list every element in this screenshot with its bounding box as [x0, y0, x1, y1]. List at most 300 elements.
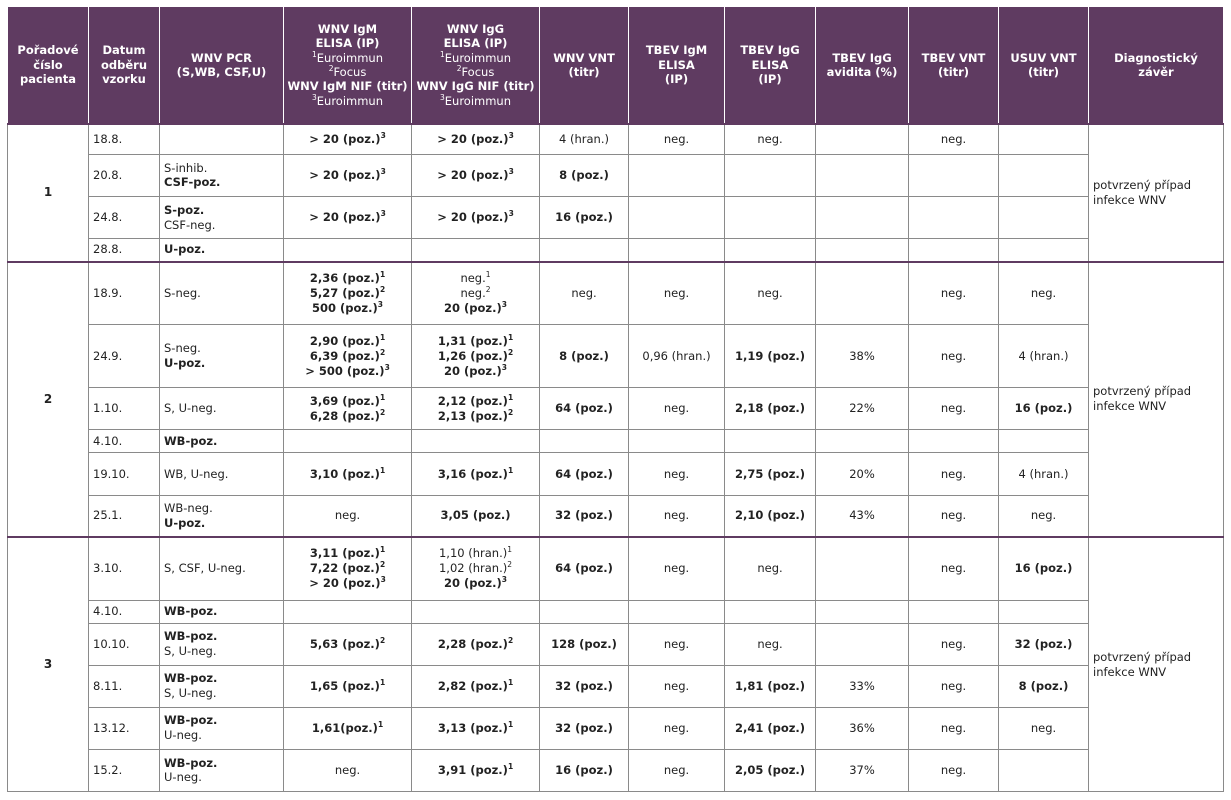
wnv-pcr-cell [160, 537, 284, 600]
wnv-vnt-cell: 64 (poz.) [540, 388, 629, 430]
results-table [7, 7, 1224, 792]
tbev-avidity-cell [816, 124, 909, 154]
header-line [415, 94, 536, 108]
wnv-igg-cell [412, 665, 540, 707]
tbev-vnt-cell: neg. [909, 453, 999, 495]
tbev-igg-cell: neg. [725, 124, 816, 154]
footnote-mark: 3 [508, 209, 514, 219]
wnv-igm-cell [284, 124, 412, 154]
usuv-vnt-cell: 32 (poz.) [999, 623, 1089, 665]
wnv-pcr-cell [160, 495, 284, 537]
pcr-result: WB-poz. [164, 713, 218, 728]
header-line: závěr [1138, 65, 1174, 79]
wnv-igg-cell [412, 262, 540, 325]
sample-date: 3.10. [89, 537, 160, 600]
sample-date: 19.10. [89, 453, 160, 495]
elisa-value [416, 637, 535, 652]
footnote-mark: 3 [380, 167, 386, 177]
header-line: (titr) [568, 65, 600, 79]
table-row [8, 124, 1224, 154]
footnote-mark: 2 [507, 560, 513, 570]
elisa-value-text: 1,26 (poz.) [437, 348, 508, 363]
usuv-vnt-cell: 4 (hran.) [999, 325, 1089, 388]
header-line [415, 79, 536, 93]
tbev-igm-cell [629, 600, 725, 623]
footnote-mark: 3 [380, 209, 386, 219]
wnv-vnt-cell: 32 (poz.) [540, 707, 629, 749]
tbev-igg-cell: neg. [725, 262, 816, 325]
pcr-result: S, CSF, U-neg. [164, 561, 246, 576]
footnote-mark: 1 [377, 720, 384, 730]
footnote-mark: 2 [328, 64, 334, 74]
usuv-vnt-cell: 4 (hran.) [999, 453, 1089, 495]
elisa-value [416, 334, 535, 349]
table-row [8, 154, 1224, 196]
wnv-igm-cell [284, 600, 412, 623]
tbev-vnt-cell: neg. [909, 537, 999, 600]
sample-date: 20.8. [89, 154, 160, 196]
tbev-vnt-cell: neg. [909, 124, 999, 154]
elisa-value [288, 637, 407, 652]
wnv-vnt-cell [540, 600, 629, 623]
sample-date: 24.8. [89, 197, 160, 239]
footnote-mark: 3 [377, 300, 383, 310]
elisa-value-text: 2,82 (poz.) [437, 678, 508, 693]
elisa-value [288, 334, 407, 349]
elisa-value [416, 576, 535, 591]
wnv-pcr-cell [160, 154, 284, 196]
footnote-mark: 1 [311, 49, 317, 59]
tbev-vnt-cell: neg. [909, 749, 999, 791]
header-line-text: Euroimmun [444, 50, 512, 65]
elisa-value [416, 561, 535, 576]
tbev-igg-cell [725, 430, 816, 453]
wnv-pcr-cell [160, 262, 284, 325]
elisa-value [416, 763, 535, 778]
footnote-mark: 3 [380, 575, 386, 585]
header-line-text: Focus [461, 65, 495, 79]
header-line: TBEV IgG [740, 43, 800, 58]
wnv-igg-cell [412, 537, 540, 600]
footnote-mark: 3 [508, 131, 514, 141]
table-row [8, 197, 1224, 239]
footnote-mark: 2 [379, 408, 386, 417]
sample-date: 4.10. [89, 600, 160, 623]
footnote-mark: 2 [379, 347, 386, 357]
footnote-mark: 1 [507, 545, 513, 555]
sample-date: 25.1. [89, 495, 160, 537]
footnote-mark: 3 [384, 362, 390, 372]
elisa-value-text: neg. [334, 762, 361, 777]
sample-date: 8.11. [89, 665, 160, 707]
header-conclusion [1089, 7, 1224, 124]
wnv-igm-cell [284, 623, 412, 665]
elisa-value [416, 301, 535, 316]
elisa-value [416, 679, 535, 694]
table-row [8, 665, 1224, 707]
wnv-igg-cell [412, 430, 540, 453]
tbev-igm-cell: neg. [629, 665, 725, 707]
tbev-avidity-cell: 33% [816, 665, 909, 707]
wnv-pcr-cell [160, 707, 284, 749]
tbev-igm-cell: neg. [629, 707, 725, 749]
conclusion-line: infekce WNV [1093, 664, 1167, 679]
sample-date: 4.10. [89, 430, 160, 453]
table-row [8, 600, 1224, 623]
wnv-vnt-cell: 16 (poz.) [540, 749, 629, 791]
tbev-vnt-cell [909, 600, 999, 623]
elisa-value-text: 3,16 (poz.) [437, 466, 508, 481]
header-usuv-vnt [999, 7, 1089, 124]
tbev-igg-cell [725, 154, 816, 196]
tbev-vnt-cell [909, 239, 999, 262]
wnv-igg-cell [412, 707, 540, 749]
wnv-igg-cell [412, 495, 540, 537]
footnote-mark: 1 [379, 393, 386, 403]
elisa-value [288, 286, 407, 301]
elisa-value [416, 467, 535, 482]
tbev-vnt-cell [909, 197, 999, 239]
wnv-vnt-cell: 8 (poz.) [540, 325, 629, 388]
usuv-vnt-cell [999, 197, 1089, 239]
elisa-value-text: 1,31 (poz.) [437, 333, 508, 348]
elisa-value-text: > 20 (poz.) [309, 168, 381, 183]
tbev-igg-cell: 2,18 (poz.) [725, 388, 816, 430]
footnote-mark: 1 [379, 270, 386, 280]
tbev-avidity-cell: 38% [816, 325, 909, 388]
elisa-value-text: > 20 (poz.) [309, 132, 381, 147]
tbev-igg-cell [725, 239, 816, 262]
sample-date: 28.8. [89, 239, 160, 262]
elisa-value-text: 20 (poz.) [444, 300, 502, 315]
elisa-value [288, 763, 407, 778]
header-line [287, 36, 408, 50]
tbev-avidity-cell: 36% [816, 707, 909, 749]
header-wnv-igm [284, 7, 412, 124]
pcr-result: WB-poz. [164, 755, 218, 770]
elisa-value-text: neg. [460, 286, 486, 300]
conclusion-line: infekce WNV [1093, 192, 1167, 207]
patient-number: 1 [8, 124, 89, 262]
header-line: (titr) [937, 65, 970, 79]
header-line [287, 51, 408, 65]
usuv-vnt-cell [999, 430, 1089, 453]
pcr-result: WB-poz. [164, 433, 218, 448]
tbev-vnt-cell [909, 154, 999, 196]
pcr-result: U-poz. [164, 515, 206, 530]
wnv-igm-cell [284, 707, 412, 749]
usuv-vnt-cell [999, 239, 1089, 262]
sample-date: 10.10. [89, 623, 160, 665]
header-line: TBEV IgG [832, 50, 892, 65]
wnv-igg-cell [412, 600, 540, 623]
conclusion-line: potvrzený případ [1093, 384, 1192, 399]
wnv-igg-cell [412, 388, 540, 430]
header-line [415, 65, 536, 79]
elisa-value-text: > 20 (poz.) [309, 576, 381, 591]
wnv-pcr-cell [160, 325, 284, 388]
elisa-value [416, 286, 535, 301]
tbev-avidity-cell [816, 600, 909, 623]
elisa-value [288, 508, 407, 523]
elisa-value-text: 3,11 (poz.) [309, 546, 380, 561]
elisa-value-text: 3,69 (poz.) [309, 393, 380, 408]
elisa-value-text: 2,12 (poz.) [437, 393, 508, 408]
pcr-result: S-neg. [164, 341, 201, 356]
footnote-mark: 3 [501, 575, 507, 585]
header-wnv-vnt [540, 7, 629, 124]
elisa-value [288, 168, 407, 183]
tbev-avidity-cell [816, 623, 909, 665]
header-wnv-igg [412, 7, 540, 124]
header-line: WNV VNT [553, 50, 615, 65]
elisa-value-text: 1,10 (hran.) [438, 546, 508, 561]
footnote-mark: 1 [507, 333, 514, 343]
elisa-value-text: 2,13 (poz.) [437, 408, 508, 423]
header-line-text: Euroimmun [444, 93, 512, 108]
wnv-vnt-cell: 8 (poz.) [540, 154, 629, 196]
footnote-mark: 1 [507, 720, 514, 730]
tbev-vnt-cell: neg. [909, 495, 999, 537]
footnote-mark: 3 [501, 300, 507, 310]
pcr-result: WB-poz. [164, 671, 218, 686]
tbev-igm-cell: neg. [629, 388, 725, 430]
header-line: WNV PCR [191, 50, 252, 65]
tbev-vnt-cell: neg. [909, 388, 999, 430]
wnv-vnt-cell: 16 (poz.) [540, 197, 629, 239]
tbev-avidity-cell [816, 197, 909, 239]
elisa-value [416, 721, 535, 736]
header-line [287, 94, 408, 108]
table-row [8, 239, 1224, 262]
pcr-result: S-neg. [164, 286, 201, 300]
wnv-igm-cell [284, 262, 412, 325]
footnote-mark: 2 [379, 560, 386, 570]
elisa-value-text: 6,39 (poz.) [309, 348, 380, 363]
header-line [415, 22, 536, 36]
elisa-value-text: 2,28 (poz.) [437, 636, 508, 651]
header-line-text: WNV IgG NIF (titr) [416, 79, 535, 94]
tbev-avidity-cell [816, 430, 909, 453]
footnote-mark: 3 [508, 167, 514, 177]
elisa-value-text: 1,65 (poz.) [309, 678, 380, 693]
tbev-avidity-cell: 20% [816, 453, 909, 495]
wnv-vnt-cell: 64 (poz.) [540, 453, 629, 495]
tbev-igg-cell [725, 600, 816, 623]
wnv-igg-cell [412, 124, 540, 154]
tbev-avidity-cell [816, 239, 909, 262]
header-line [415, 36, 536, 50]
footnote-mark: 1 [379, 545, 386, 555]
elisa-value [288, 210, 407, 225]
footnote-mark: 1 [507, 393, 514, 403]
elisa-value-text: 5,27 (poz.) [309, 286, 380, 300]
pcr-result: WB-poz. [164, 629, 218, 644]
footnote-mark: 2 [379, 635, 386, 645]
elisa-value-text: 6,28 (poz.) [309, 408, 380, 423]
sample-date: 18.8. [89, 124, 160, 154]
elisa-value [416, 349, 535, 364]
elisa-value [288, 301, 407, 316]
tbev-avidity-cell [816, 537, 909, 600]
elisa-value-text: 7,22 (poz.) [309, 561, 380, 576]
sample-date: 15.2. [89, 749, 160, 791]
header-line: TBEV VNT [921, 50, 986, 65]
wnv-igg-cell [412, 749, 540, 791]
elisa-value-text: neg. [460, 271, 486, 286]
tbev-avidity-cell [816, 262, 909, 325]
pcr-result: CSF-poz. [164, 175, 221, 190]
tbev-vnt-cell [909, 430, 999, 453]
elisa-value-text: 3,91 (poz.) [437, 762, 508, 777]
elisa-value [288, 349, 407, 364]
pcr-result: S, U-neg. [164, 686, 217, 701]
elisa-value [288, 576, 407, 591]
elisa-value [288, 546, 407, 561]
tbev-igm-cell: 0,96 (hran.) [629, 325, 725, 388]
wnv-vnt-cell: 32 (poz.) [540, 665, 629, 707]
table-row [8, 707, 1224, 749]
wnv-pcr-cell [160, 623, 284, 665]
patient-number: 3 [8, 537, 89, 791]
header-line-text: Euroimmun [316, 93, 384, 108]
sample-date: 18.9. [89, 262, 160, 325]
elisa-value-text: 2,36 (poz.) [309, 271, 380, 286]
elisa-value-text: 5,63 (poz.) [309, 636, 380, 651]
header-line-text: Euroimmun [316, 50, 384, 65]
tbev-vnt-cell: neg. [909, 262, 999, 325]
wnv-igm-cell [284, 325, 412, 388]
wnv-igm-cell [284, 749, 412, 791]
wnv-igm-cell [284, 154, 412, 196]
diagnostic-conclusion [1089, 262, 1224, 537]
elisa-value [416, 546, 535, 561]
footnote-mark: 3 [311, 92, 317, 102]
header-tbev-vnt [909, 7, 999, 124]
tbev-igg-cell: 1,81 (poz.) [725, 665, 816, 707]
header-sample-date: Datum odběru vzorku [89, 7, 160, 124]
table-row [8, 262, 1224, 325]
pcr-result: CSF-neg. [164, 217, 216, 232]
pcr-result: S-inhib. [164, 160, 208, 175]
table-row [8, 430, 1224, 453]
footnote-mark: 1 [379, 333, 386, 343]
footnote-mark: 1 [507, 678, 514, 688]
tbev-igm-cell: neg. [629, 453, 725, 495]
table-row [8, 388, 1224, 430]
header-line-text: WNV IgG [446, 21, 505, 36]
tbev-igg-cell: 1,19 (poz.) [725, 325, 816, 388]
wnv-igg-cell [412, 239, 540, 262]
wnv-pcr-cell [160, 665, 284, 707]
tbev-avidity-cell: 22% [816, 388, 909, 430]
header-line: Diagnostický [1114, 50, 1198, 65]
wnv-igm-cell [284, 388, 412, 430]
elisa-value-text: 1,61(poz.) [311, 720, 378, 735]
diagnostic-conclusion [1089, 537, 1224, 791]
wnv-igg-cell [412, 154, 540, 196]
tbev-vnt-cell: neg. [909, 325, 999, 388]
footnote-mark: 1 [379, 465, 386, 475]
footnote-mark: 1 [507, 465, 514, 475]
footnote-mark: 1 [507, 762, 514, 772]
header-line: (titr) [1027, 65, 1060, 79]
table-body [8, 124, 1224, 792]
elisa-value [416, 210, 535, 225]
wnv-igm-cell [284, 430, 412, 453]
elisa-value-text: 20 (poz.) [444, 576, 502, 591]
elisa-value-text: 20 (poz.) [444, 363, 502, 378]
tbev-igm-cell: neg. [629, 495, 725, 537]
header-line: USUV VNT [1010, 50, 1077, 65]
header-line: avidita (%) [826, 65, 898, 79]
tbev-igg-cell: neg. [725, 623, 816, 665]
footnote-mark: 2 [456, 64, 462, 74]
elisa-value [288, 467, 407, 482]
usuv-vnt-cell: 16 (poz.) [999, 388, 1089, 430]
tbev-igg-cell: 2,10 (poz.) [725, 495, 816, 537]
header-line [415, 51, 536, 65]
footnote-mark: 2 [485, 285, 491, 295]
elisa-value-text: > 20 (poz.) [437, 210, 509, 225]
elisa-value [288, 561, 407, 576]
usuv-vnt-cell: neg. [999, 495, 1089, 537]
conclusion-line: potvrzený případ [1093, 177, 1192, 192]
table-row [8, 749, 1224, 791]
wnv-vnt-cell: 4 (hran.) [540, 124, 629, 154]
elisa-value [288, 721, 407, 736]
table-row [8, 623, 1224, 665]
header-line: (S,WB, CSF,U) [176, 65, 267, 79]
diagnostic-conclusion [1089, 124, 1224, 262]
elisa-value-text: 500 (poz.) [312, 300, 378, 315]
tbev-igg-cell: neg. [725, 537, 816, 600]
wnv-igg-cell [412, 623, 540, 665]
elisa-value [416, 271, 535, 286]
elisa-value-text: > 20 (poz.) [309, 210, 381, 225]
header-line-text: Focus [333, 65, 367, 79]
usuv-vnt-cell: neg. [999, 707, 1089, 749]
tbev-igm-cell: neg. [629, 124, 725, 154]
wnv-igm-cell [284, 537, 412, 600]
elisa-value-text: 3,10 (poz.) [309, 466, 380, 481]
elisa-value [288, 679, 407, 694]
wnv-pcr-cell [160, 453, 284, 495]
tbev-igg-cell: 2,75 (poz.) [725, 453, 816, 495]
elisa-value [288, 409, 407, 424]
table-row [8, 537, 1224, 600]
elisa-value [288, 271, 407, 286]
tbev-igm-cell [629, 154, 725, 196]
usuv-vnt-cell: 16 (poz.) [999, 537, 1089, 600]
tbev-igm-cell: neg. [629, 262, 725, 325]
wnv-pcr-cell [160, 124, 284, 154]
tbev-vnt-cell: neg. [909, 707, 999, 749]
header-line [287, 79, 408, 93]
wnv-pcr-cell [160, 239, 284, 262]
pcr-result: S, U-neg. [164, 644, 217, 659]
header-line: (IP) [758, 72, 782, 87]
footnote-mark: 2 [507, 408, 514, 417]
footnote-mark: 1 [439, 49, 445, 59]
wnv-pcr-cell [160, 388, 284, 430]
wnv-igm-cell [284, 197, 412, 239]
header-wnv-pcr [160, 7, 284, 124]
tbev-avidity-cell [816, 154, 909, 196]
pcr-result: U-neg. [164, 770, 202, 785]
header-line-text: ELISA (IP) [443, 36, 508, 51]
footnote-mark: 3 [380, 131, 386, 141]
